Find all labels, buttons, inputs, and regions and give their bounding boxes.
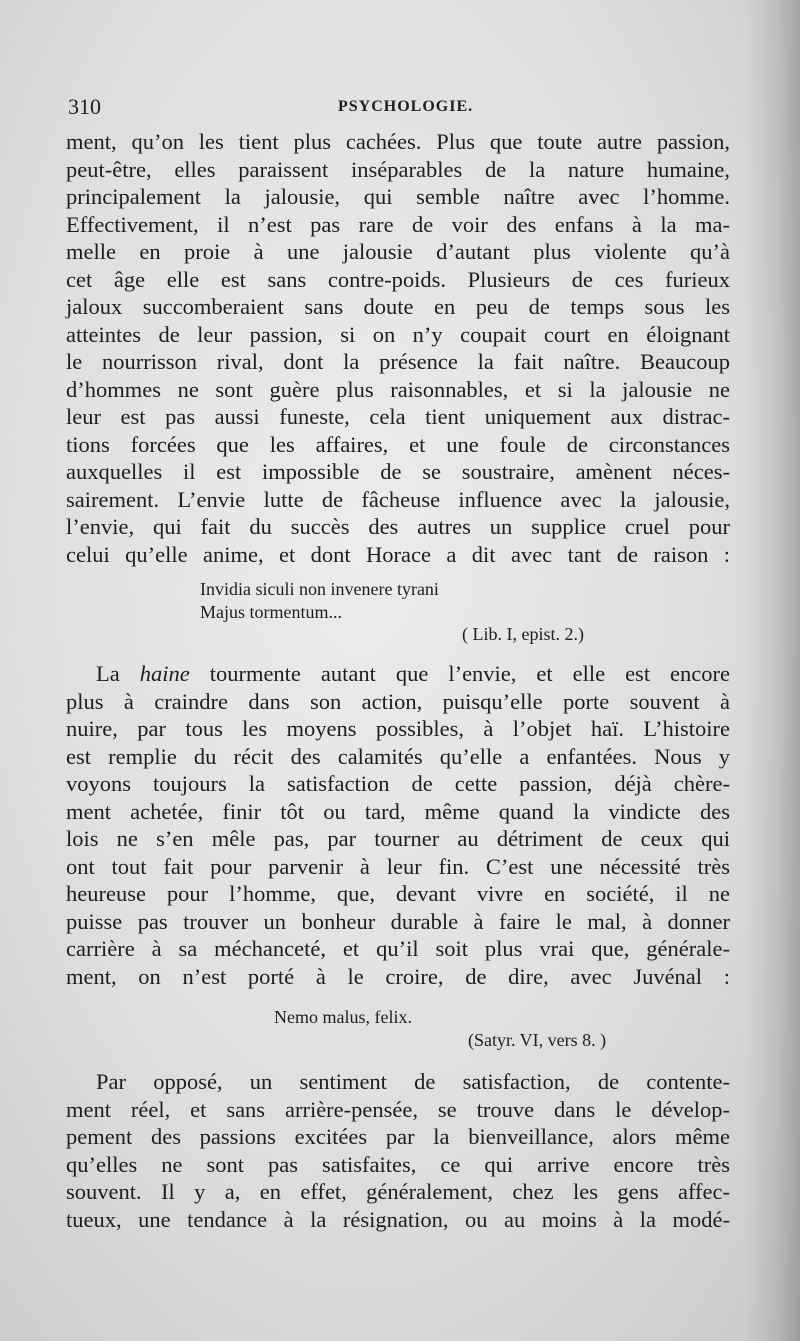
text-line: d’hommes ne sont guère plus raisonnables, et si la jalousie ne [66, 376, 730, 402]
text-line: peut-être, elles paraissent inséparables de la nature humaine, [66, 156, 730, 182]
text-line: ment réel, et sans arrière-pensée, se trouve dans le dévelop- [66, 1096, 730, 1122]
text-line: atteintes de leur passion, si on n’y coupait court en éloignant [66, 321, 730, 347]
text-line: le nourrisson rival, dont la présence la fait naître. Beaucoup [66, 349, 730, 374]
text-line [66, 660, 730, 688]
quote-2-citation: (Satyr. VI, vers 8. ) [468, 1030, 607, 1050]
text-line: ment, qu’on les tient plus cachées. Plus que toute autre passion, [66, 129, 730, 154]
page-edge-shadow [745, 0, 800, 1341]
text-line: carrière à sa méchanceté, et qu’il soit plus vrai que, générale- [66, 936, 730, 961]
text-line: celui qu’elle anime, et dont Horace a dit avec tant de raison : [66, 541, 730, 567]
latin-quote-1 [200, 578, 439, 624]
page-header [68, 90, 728, 126]
page-number: 310 [68, 94, 101, 119]
text-line: puisse pas trouver un bonheur durable à faire le mal, à donner [66, 908, 730, 934]
text-line: qu’elles ne sont pas satisfaites, ce qui arrive encore très [66, 1151, 730, 1177]
text-line: sairement. L’envie lutte de fâcheuse influence avec la jalousie, [66, 486, 730, 512]
text-line: tions forcées que les affaires, et une foule de circonstances [66, 431, 730, 457]
text-line: ont tout fait pour parvenir à leur fin. C’est une nécessité très [66, 853, 730, 879]
text-fragment: tourmente autant que l’envie, et elle est encore [189, 661, 731, 686]
paragraph-2 [66, 660, 730, 990]
text-line: ment, on n’est porté à le croire, de dire, avec Juvénal : [66, 963, 730, 989]
text-line: tueux, une tendance à la résignation, ou au moins à la modé- [66, 1206, 730, 1232]
quote-line: Majus tormentum... [200, 602, 342, 622]
paragraph-1 [66, 128, 730, 568]
text-fragment: La [96, 661, 140, 686]
text-line: Par opposé, un sentiment de satisfaction, de contente- [96, 1069, 730, 1094]
text-line: principalement la jalousie, qui semble naître avec l’homme. [66, 184, 730, 209]
latin-quote-2: Nemo malus, felix. [274, 1007, 412, 1027]
text-line: l’envie, qui fait du succès des autres un supplice cruel pour [66, 514, 730, 539]
paragraph-3 [66, 1068, 730, 1233]
text-line: nuire, par tous les moyens possibles, à l’objet haï. L’histoire [66, 716, 730, 741]
text-line: jaloux succomberaient sans doute en peu de temps sous les [66, 294, 730, 319]
text-line: melle en proie à une jalousie d’autant plus violente qu’à [66, 239, 730, 264]
text-line: auxquelles il est impossible de se soustraire, amènent néces- [66, 459, 730, 484]
text-line: est remplie du récit des calamités qu’elle a enfantées. Nous y [66, 743, 730, 769]
quote-line: Invidia siculi non invenere tyrani [200, 579, 439, 599]
text-line: lois ne s’en mêle pas, par tourner au détriment de ceux qui [66, 826, 730, 851]
quote-1-citation: ( Lib. I, epist. 2.) [462, 624, 584, 644]
running-head: PSYCHOLOGIE. [338, 98, 474, 115]
text-line: voyons toujours la satisfaction de cette passion, déjà chère- [66, 771, 730, 796]
text-line: plus à craindre dans son action, puisqu’elle porte souvent à [66, 688, 730, 714]
text-line: cet âge elle est sans contre-poids. Plusieurs de ces furieux [66, 266, 730, 292]
text-line: ment achetée, finir tôt ou tard, même quand la vindicte des [66, 798, 730, 824]
text-line: souvent. Il y a, en effet, généralement, chez les gens affec- [66, 1179, 730, 1204]
italic-word: haine [139, 661, 190, 686]
text-line: Effectivement, il n’est pas rare de voir des enfans à la ma- [66, 211, 730, 237]
text-line: leur est pas aussi funeste, cela tient uniquement aux distrac- [66, 404, 730, 429]
text-line: pement des passions excitées par la bienveillance, alors même [66, 1124, 730, 1149]
text-line: heureuse pour l’homme, que, devant vivre en société, il ne [66, 881, 730, 906]
